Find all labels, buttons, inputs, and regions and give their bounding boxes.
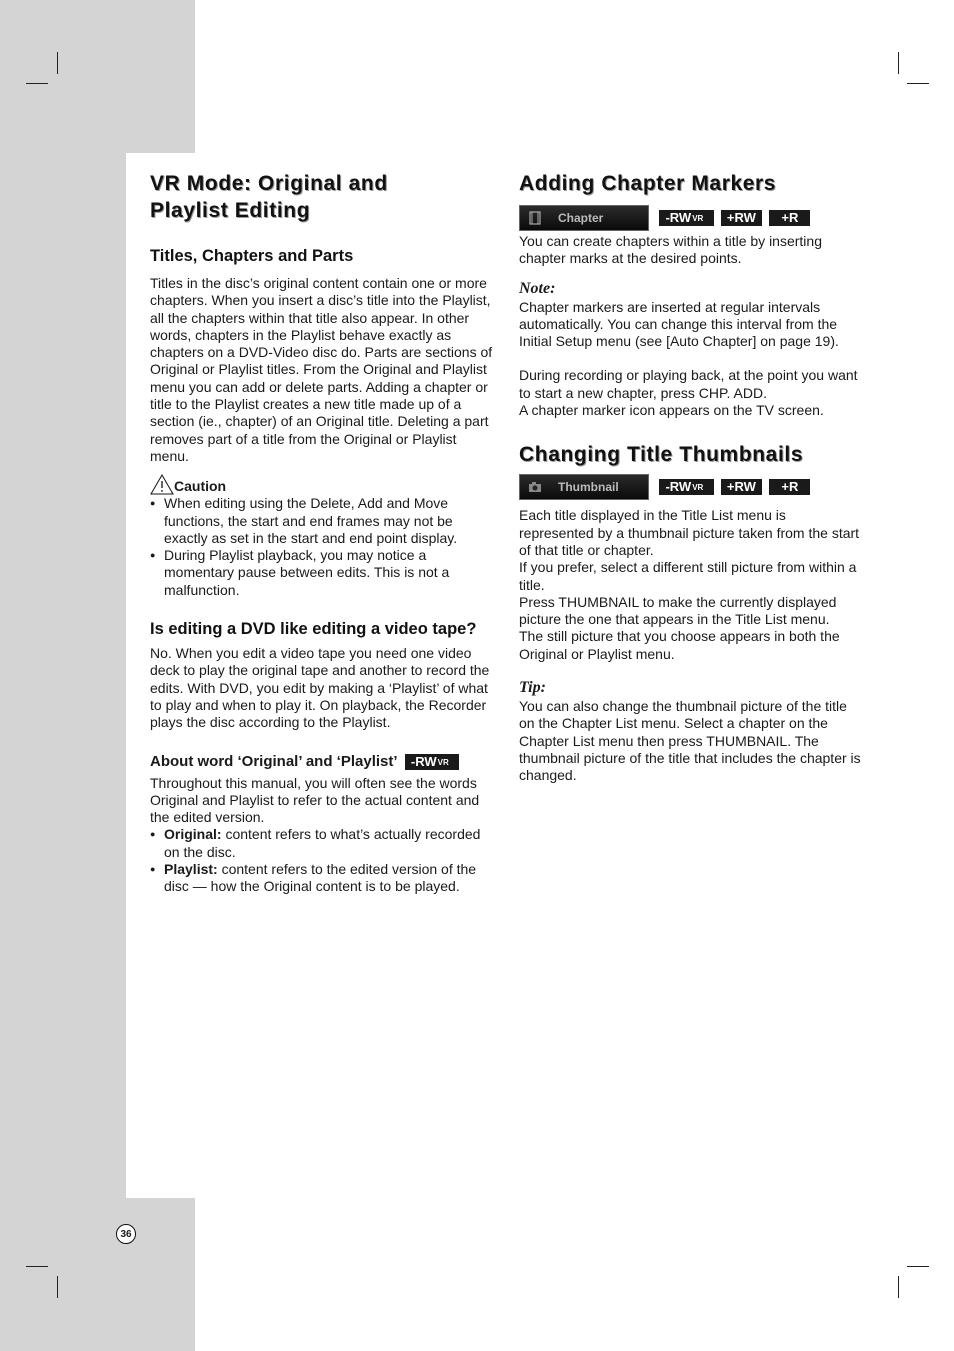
crop-mark xyxy=(57,52,58,74)
definition-term: Original: xyxy=(164,826,222,843)
crop-mark xyxy=(907,83,929,84)
caution-header xyxy=(150,474,498,495)
plus-r-badge: +R xyxy=(769,210,810,226)
paragraph-dvd-vs-tape: No. When you edit a video tape you need one video deck to play the original tape and another to record the edits. With DVD, you edit by making a ‘Playlist’ of what to play and when to play it. On playback, the Recorder plays the disc according to the Playlist. xyxy=(150,645,490,731)
paragraph-chapter-intro: You can create chapters within a title by inserting chapter marks at the desired points. xyxy=(519,233,822,267)
crop-mark xyxy=(907,1266,929,1267)
paragraph-thumb-4: The still picture that you choose appears in both the Original or Playlist menu. xyxy=(519,628,840,662)
paragraph-note-3: A chapter marker icon appears on the TV screen. xyxy=(519,402,824,419)
paragraph-note-2: During recording or playing back, at the point you want to start a new chapter, press CHP. ADD. xyxy=(519,367,858,401)
section-title-chapter-markers: Adding Chapter Markers xyxy=(519,172,777,195)
title-line-1: VR Mode: Original and xyxy=(150,172,388,195)
film-icon xyxy=(528,211,542,225)
chapter-toolbar-row xyxy=(519,205,864,231)
crop-mark xyxy=(26,83,48,84)
plus-rw-badge: +RW xyxy=(721,479,762,495)
title-line-2: Playlist Editing xyxy=(150,199,311,222)
paragraph-thumb-1: Each title displayed in the Title List menu is represented by a thumbnail picture taken from the start of that title or chapter. xyxy=(519,507,860,558)
definition-item-original xyxy=(150,826,498,861)
paragraph-thumb-2: If you prefer, select a different still picture from within a title. xyxy=(519,559,857,593)
rw-vr-badge xyxy=(659,210,714,226)
crop-mark xyxy=(898,52,899,74)
subheading-original-playlist xyxy=(150,752,498,772)
page-number: 36 xyxy=(116,1224,136,1244)
caution-item: ● During Playlist playback, you may notice a momentary pause between edits. This is not a malfunction. xyxy=(150,547,498,599)
badge-sub: VR xyxy=(692,214,704,223)
badge-text: -RW xyxy=(665,210,692,225)
subheading-dvd-vs-tape: Is editing a DVD like editing a video tape? xyxy=(150,620,477,639)
left-column xyxy=(150,170,498,896)
crop-mark xyxy=(26,1266,48,1267)
thumbnail-menu-bar xyxy=(519,474,649,500)
badge-sub: VR xyxy=(692,483,704,493)
definition-text: content refers to what’s actually recorded on the disc. xyxy=(164,826,481,860)
badge-text: -RW xyxy=(665,479,692,495)
section-title-thumbnails: Changing Title Thumbnails xyxy=(519,443,804,467)
badge-sub: VR xyxy=(437,757,449,767)
subheading-titles-chapters-parts: Titles, Chapters and Parts xyxy=(150,247,354,265)
section-title-vr-mode xyxy=(150,170,498,224)
definition-text: content refers to the edited version of the disc — how the Original content is to be played. xyxy=(164,861,477,895)
plus-rw-badge: +RW xyxy=(721,210,762,226)
thumbnail-menu-label: Thumbnail xyxy=(558,480,619,495)
chapter-menu-label: Chapter xyxy=(558,211,604,225)
paragraph-titles-chapters: Titles in the disc’s original content contain one or more chapters. When you insert a disc’s title into the Playlist, all the chapters within that title also appear. In other words, chapters in the Playlist behave exactly as chapters on a DVD-Video disc do. Parts are sections of Original or Playlist titles. From the Original and Playlist menu you can add or delete parts. Adding a chapter or title to the Playlist creates a new title made up of a section (ie., chapter) of an Original title. Deleting a part removes part of a title from the Original or Playlist menu. xyxy=(150,275,493,464)
paragraph-note-1: Chapter markers are inserted at regular intervals automatically. You can change this interval from the Initial Setup menu (see [Auto Chapter] on page 19). xyxy=(519,298,839,350)
tip-label: Tip: xyxy=(519,679,546,697)
paragraph-tip: You can also change the thumbnail picture of the title on the Chapter List menu. Select a chapter on the Chapter List menu then press THUMBNAIL. The thumbnail picture of the title that includes the chapter is changed. xyxy=(519,698,861,784)
plus-r-badge: +R xyxy=(769,479,810,495)
caution-item: ● When editing using the Delete, Add and Move functions, the start and end frames may not be exactly as set in the start and end point display. xyxy=(150,495,498,547)
margin-band-bottom xyxy=(0,1198,195,1351)
right-column xyxy=(519,170,864,785)
subheading-original-playlist-text: About word ‘Original’ and ‘Playlist’ xyxy=(150,752,397,770)
margin-band-top xyxy=(0,0,195,153)
paragraph-thumb-3: Press THUMBNAIL to make the currently displayed picture the one that appears in the Title List menu. xyxy=(519,593,837,628)
crop-mark xyxy=(898,1276,899,1298)
caution-label: Caution xyxy=(174,478,227,495)
chapter-menu-bar xyxy=(519,205,649,231)
warning-triangle-icon xyxy=(150,474,174,495)
thumbnail-toolbar-row xyxy=(519,474,864,500)
definition-term: Playlist: xyxy=(164,861,218,878)
rw-vr-badge xyxy=(405,754,459,770)
margin-band-left xyxy=(0,153,126,1198)
note-label: Note: xyxy=(519,279,556,297)
definition-item-playlist xyxy=(150,861,498,896)
crop-mark xyxy=(57,1276,58,1298)
paragraph-original-playlist: Throughout this manual, you will often see the words Original and Playlist to refer to the actual content and the edited version. xyxy=(150,774,480,826)
rw-vr-badge xyxy=(659,479,714,495)
camera-icon xyxy=(528,480,542,494)
badge-text: -RW xyxy=(410,753,437,769)
